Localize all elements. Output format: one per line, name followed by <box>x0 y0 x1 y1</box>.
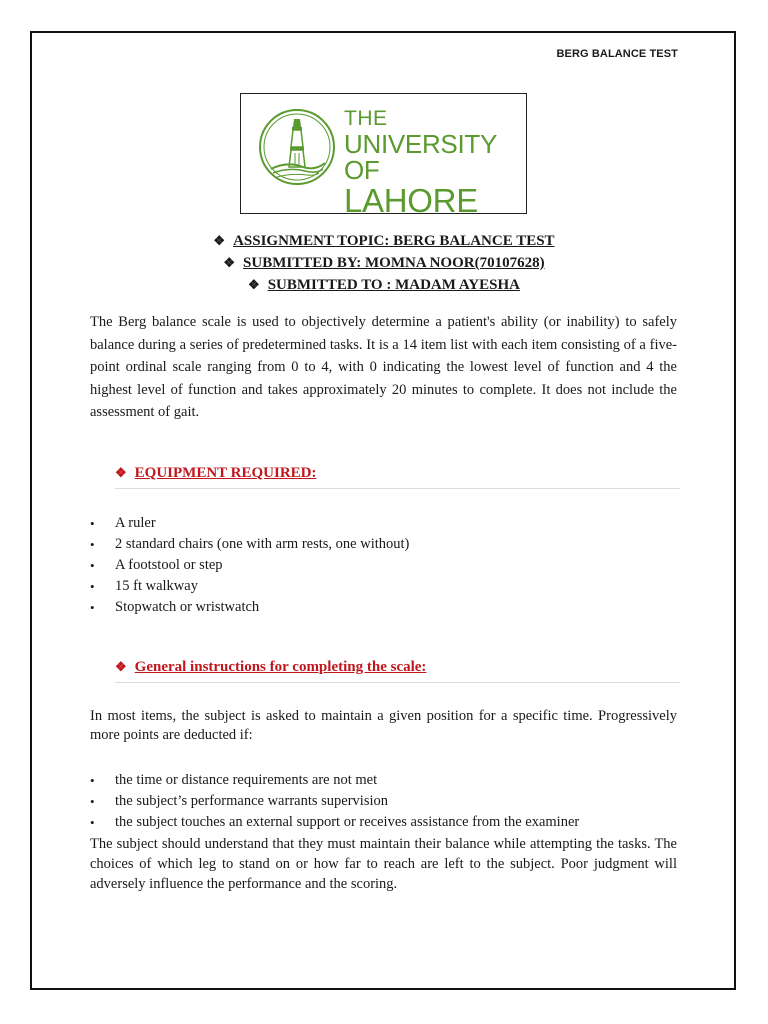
running-header: BERG BALANCE TEST <box>556 48 678 60</box>
diamond-bullet-icon: ❖ <box>213 233 226 248</box>
general-instructions-heading <box>115 659 680 683</box>
submitted-by-text: SUBMITTED BY: MOMNA NOOR(70107628) <box>243 255 545 271</box>
equipment-heading <box>115 465 680 489</box>
list-item: • the subject’s performance warrants supervision <box>90 791 579 812</box>
logo-line-2: UNIVERSITY OF <box>344 129 497 185</box>
intro-paragraph: The Berg balance scale is used to objectively determine a patient's ability (or inability) to safely balance during a series of predetermined tasks. It is a 14 item list with each item consisting of a five-point ordinal scale ranging from 0 to 4, with 0 indicating the lowest level of function and 4 the highest level of function and takes approximately 20 minutes to complete. It does not include the assessment of gait. <box>90 314 677 420</box>
list-item: • A ruler <box>90 513 409 534</box>
minar-emblem-icon <box>257 107 337 187</box>
diamond-bullet-icon: ❖ <box>248 277 260 292</box>
topic-line <box>0 230 768 252</box>
submitted-to-text: SUBMITTED TO : MADAM AYESHA <box>267 277 520 293</box>
logo-line-1: THE <box>344 107 388 130</box>
list-item: • 2 standard chairs (one with arm rests, one without) <box>90 534 409 555</box>
list-item: • the subject touches an external support or receives assistance from the examiner <box>90 812 579 833</box>
diamond-bullet-icon: ❖ <box>115 659 127 674</box>
logo-wordmark <box>344 108 526 217</box>
diamond-bullet-icon: ❖ <box>223 255 236 270</box>
deduction-list <box>90 770 579 833</box>
university-logo <box>240 93 527 219</box>
general-heading-text: General instructions for completing the scale: <box>134 659 427 675</box>
equipment-heading-text: EQUIPMENT REQUIRED: <box>134 465 317 481</box>
submitted-to-line <box>0 274 768 296</box>
list-item: • A footstool or step <box>90 555 409 576</box>
list-item: • 15 ft walkway <box>90 576 409 597</box>
submitted-by-line <box>0 252 768 274</box>
list-item: • the time or distance requirements are not met <box>90 770 579 791</box>
topic-text: ASSIGNMENT TOPIC: BERG BALANCE TEST <box>233 233 555 249</box>
logo-line-3: LAHORE <box>344 182 478 219</box>
diamond-bullet-icon: ❖ <box>115 465 127 480</box>
equipment-list <box>90 513 409 618</box>
assignment-topics <box>0 230 768 296</box>
list-item: • Stopwatch or wristwatch <box>90 597 409 618</box>
closing-paragraph: The subject should understand that they must maintain their balance while attempting the tasks. The choices of which leg to stand on or how far to reach are left to the subject. Poor judgment will adversely influence the performance and the scoring. <box>90 836 677 892</box>
general-intro-paragraph: In most items, the subject is asked to maintain a given position for a specific time. Progressively more points are deducted if: <box>90 708 677 743</box>
